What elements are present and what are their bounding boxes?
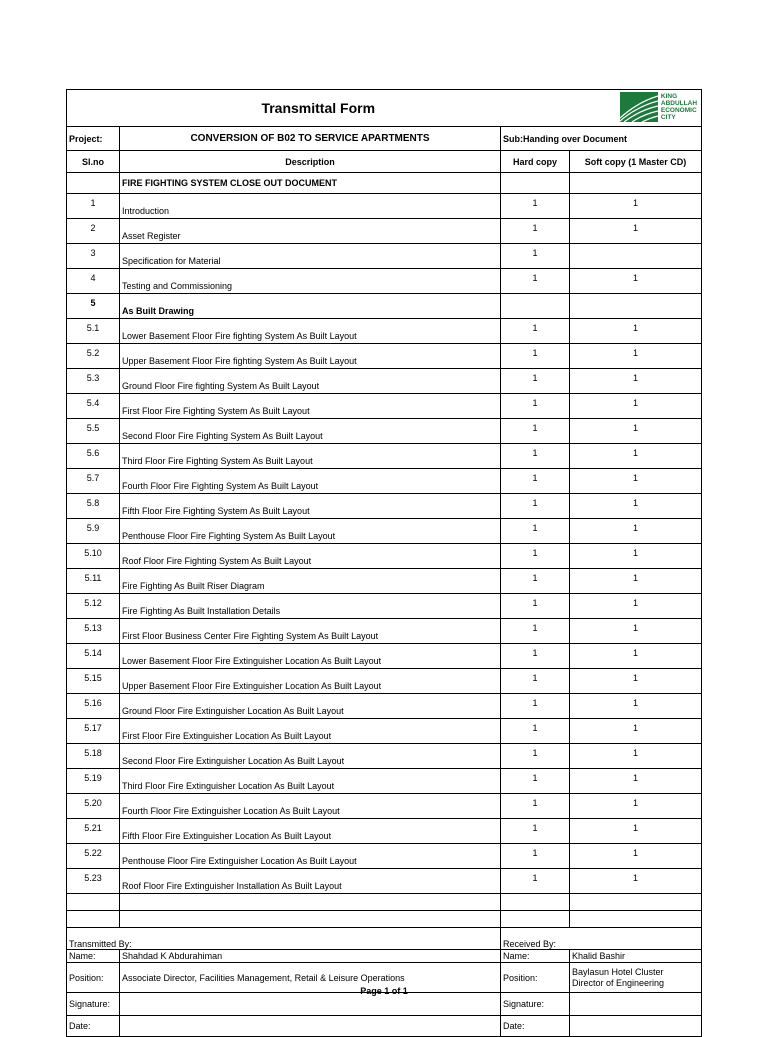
received-name-label: Name:	[501, 950, 570, 963]
project-label: Project:	[67, 127, 120, 151]
received-signature-label: Signature:	[501, 993, 570, 1016]
row-description: Fourth Floor Fire Fighting System As Built Layout	[120, 469, 501, 494]
row-slno: 5.1	[67, 319, 120, 344]
table-row	[67, 544, 702, 569]
subject: Sub:Handing over Document	[501, 127, 702, 151]
table-row	[67, 694, 702, 719]
row-soft-copy: 1	[570, 619, 702, 644]
row-description: Lower Basement Floor Fire fighting System As Built Layout	[120, 319, 501, 344]
transmitted-date-label: Date:	[67, 1016, 120, 1037]
row-hard-copy: 1	[501, 669, 570, 694]
received-position-line2: Director of Engineering	[572, 977, 665, 988]
table-row	[67, 644, 702, 669]
row-soft-copy: 1	[570, 519, 702, 544]
kaec-logo-icon	[620, 92, 658, 122]
row-hard-copy: 1	[501, 194, 570, 219]
row-description: As Built Drawing	[120, 294, 501, 319]
row-slno: 5.7	[67, 469, 120, 494]
row-soft-copy: 1	[570, 219, 702, 244]
transmittal-form	[66, 89, 701, 1037]
row-hard-copy: 1	[501, 794, 570, 819]
project-name: CONVERSION OF B02 TO SERVICE APARTMENTS	[120, 127, 501, 151]
signature-table	[66, 894, 702, 1037]
row-soft-copy: 1	[570, 369, 702, 394]
row-description: Roof Floor Fire Fighting System As Built Layout	[120, 544, 501, 569]
row-slno: 5.14	[67, 644, 120, 669]
row-soft-copy: 1	[570, 319, 702, 344]
table-row	[67, 569, 702, 594]
table-row	[67, 394, 702, 419]
row-description: First Floor Business Center Fire Fighting System As Built Layout	[120, 619, 501, 644]
row-hard-copy: 1	[501, 519, 570, 544]
received-name: Khalid Bashir	[570, 950, 702, 963]
row-soft-copy: 1	[570, 194, 702, 219]
row-slno: 5.18	[67, 744, 120, 769]
row-soft-copy: 1	[570, 469, 702, 494]
row-description: Second Floor Fire Extinguisher Location As Built Layout	[120, 744, 501, 769]
row-soft-copy: 1	[570, 844, 702, 869]
row-hard-copy: 1	[501, 744, 570, 769]
table-row	[67, 294, 702, 319]
row-description: First Floor Fire Extinguisher Location As Built Layout	[120, 719, 501, 744]
logo-text	[661, 93, 697, 121]
row-description: Ground Floor Fire fighting System As Built Layout	[120, 369, 501, 394]
col-header-hard-copy: Hard copy	[501, 151, 570, 173]
row-description: Introduction	[120, 194, 501, 219]
logo	[570, 90, 702, 127]
table-row	[67, 319, 702, 344]
row-hard-copy: 1	[501, 419, 570, 444]
row-soft-copy: 1	[570, 644, 702, 669]
transmitted-date-field[interactable]	[120, 1016, 501, 1037]
row-slno: 2	[67, 219, 120, 244]
row-soft-copy: 1	[570, 394, 702, 419]
row-description: Third Floor Fire Fighting System As Built Layout	[120, 444, 501, 469]
table-row	[67, 619, 702, 644]
row-hard-copy: 1	[501, 494, 570, 519]
row-soft-copy: 1	[570, 869, 702, 894]
row-soft-copy: 1	[570, 569, 702, 594]
row-slno: 5.4	[67, 394, 120, 419]
row-hard-copy: 1	[501, 319, 570, 344]
logo-line-2: ABDULLAH	[660, 100, 698, 107]
section-hard-empty	[501, 173, 570, 194]
row-soft-copy	[570, 244, 702, 269]
row-slno: 5.22	[67, 844, 120, 869]
row-description: Fire Fighting As Built Riser Diagram	[120, 569, 501, 594]
row-description: Second Floor Fire Fighting System As Built Layout	[120, 419, 501, 444]
received-position-label: Position:	[501, 963, 570, 993]
row-soft-copy: 1	[570, 694, 702, 719]
blank-cell	[570, 894, 702, 911]
row-hard-copy: 1	[501, 569, 570, 594]
row-soft-copy: 1	[570, 269, 702, 294]
row-slno: 1	[67, 194, 120, 219]
row-slno: 5.20	[67, 794, 120, 819]
table-row	[67, 219, 702, 244]
table-row	[67, 869, 702, 894]
row-hard-copy: 1	[501, 394, 570, 419]
page-number: Page 1 of 1	[360, 986, 408, 996]
row-hard-copy: 1	[501, 219, 570, 244]
table-row	[67, 419, 702, 444]
row-description: Ground Floor Fire Extinguisher Location As Built Layout	[120, 694, 501, 719]
table-row	[67, 719, 702, 744]
received-by-heading: Received By:	[501, 928, 702, 950]
row-hard-copy: 1	[501, 544, 570, 569]
row-soft-copy: 1	[570, 544, 702, 569]
col-header-soft-copy: Soft copy (1 Master CD)	[570, 151, 702, 173]
row-slno: 5.3	[67, 369, 120, 394]
row-soft-copy: 1	[570, 819, 702, 844]
row-slno: 5	[67, 294, 120, 319]
section-title: FIRE FIGHTING SYSTEM CLOSE OUT DOCUMENT	[120, 173, 501, 194]
table-row	[67, 269, 702, 294]
row-slno: 5.2	[67, 344, 120, 369]
section-sl-empty	[67, 173, 120, 194]
row-slno: 5.10	[67, 544, 120, 569]
blank-cell	[501, 894, 570, 911]
table-row	[67, 194, 702, 219]
received-position-line1: Baylasun Hotel Cluster	[572, 966, 664, 977]
transmitted-signature-label: Signature:	[67, 993, 120, 1016]
row-description: Upper Basement Floor Fire fighting System As Built Layout	[120, 344, 501, 369]
blank-cell	[120, 894, 501, 911]
form-table	[66, 89, 702, 894]
row-hard-copy: 1	[501, 644, 570, 669]
row-slno: 5.15	[67, 669, 120, 694]
row-hard-copy: 1	[501, 344, 570, 369]
table-row	[67, 744, 702, 769]
table-row	[67, 469, 702, 494]
table-row	[67, 369, 702, 394]
blank-cell	[67, 911, 120, 928]
table-row	[67, 769, 702, 794]
logo-line-4: CITY	[660, 114, 676, 121]
transmitted-position-label: Position:	[67, 963, 120, 993]
table-row	[67, 344, 702, 369]
row-soft-copy: 1	[570, 669, 702, 694]
row-slno: 3	[67, 244, 120, 269]
col-header-slno: Sl.no	[67, 151, 120, 173]
received-date-label: Date:	[501, 1016, 570, 1037]
row-soft-copy: 1	[570, 769, 702, 794]
row-description: Fourth Floor Fire Extinguisher Location As Built Layout	[120, 794, 501, 819]
row-slno: 5.17	[67, 719, 120, 744]
row-description: Penthouse Floor Fire Extinguisher Location As Built Layout	[120, 844, 501, 869]
row-hard-copy: 1	[501, 369, 570, 394]
row-description: Third Floor Fire Extinguisher Location As Built Layout	[120, 769, 501, 794]
logo-line-1: KING	[660, 93, 678, 100]
table-row	[67, 594, 702, 619]
blank-cell	[120, 911, 501, 928]
row-hard-copy: 1	[501, 469, 570, 494]
row-slno: 5.8	[67, 494, 120, 519]
table-row	[67, 494, 702, 519]
row-hard-copy: 1	[501, 244, 570, 269]
table-row	[67, 844, 702, 869]
blank-cell	[570, 911, 702, 928]
form-title: Transmittal Form	[67, 90, 570, 127]
blank-cell	[501, 911, 570, 928]
row-slno: 5.21	[67, 819, 120, 844]
row-soft-copy: 1	[570, 719, 702, 744]
table-row	[67, 794, 702, 819]
section-soft-empty	[570, 173, 702, 194]
row-description: Asset Register	[120, 219, 501, 244]
row-slno: 5.16	[67, 694, 120, 719]
row-hard-copy: 1	[501, 269, 570, 294]
row-soft-copy	[570, 294, 702, 319]
row-description: Penthouse Floor Fire Fighting System As Built Layout	[120, 519, 501, 544]
row-soft-copy: 1	[570, 344, 702, 369]
transmitted-name: Shahdad K Abdurahiman	[120, 950, 501, 963]
row-description: Specification for Material	[120, 244, 501, 269]
row-soft-copy: 1	[570, 444, 702, 469]
row-slno: 5.5	[67, 419, 120, 444]
row-hard-copy	[501, 294, 570, 319]
row-hard-copy: 1	[501, 769, 570, 794]
row-description: Testing and Commissioning	[120, 269, 501, 294]
row-hard-copy: 1	[501, 844, 570, 869]
row-hard-copy: 1	[501, 619, 570, 644]
row-hard-copy: 1	[501, 869, 570, 894]
blank-cell	[67, 894, 120, 911]
table-row	[67, 669, 702, 694]
col-header-description: Description	[120, 151, 501, 173]
row-slno: 5.11	[67, 569, 120, 594]
table-row	[67, 819, 702, 844]
table-row	[67, 444, 702, 469]
transmitted-name-label: Name:	[67, 950, 120, 963]
transmitted-by-heading: Transmitted By:	[67, 928, 501, 950]
logo-line-3: ECONOMIC	[660, 107, 697, 114]
row-description: Upper Basement Floor Fire Extinguisher Location As Built Layout	[120, 669, 501, 694]
row-hard-copy: 1	[501, 719, 570, 744]
row-soft-copy: 1	[570, 594, 702, 619]
row-slno: 5.23	[67, 869, 120, 894]
row-slno: 5.12	[67, 594, 120, 619]
row-soft-copy: 1	[570, 494, 702, 519]
row-description: Fifth Floor Fire Fighting System As Built Layout	[120, 494, 501, 519]
row-slno: 5.13	[67, 619, 120, 644]
row-description: First Floor Fire Fighting System As Built Layout	[120, 394, 501, 419]
row-slno: 5.9	[67, 519, 120, 544]
row-hard-copy: 1	[501, 444, 570, 469]
transmitted-position: Associate Director, Facilities Management, Retail & Leisure Operations	[120, 963, 501, 993]
table-row	[67, 244, 702, 269]
row-soft-copy: 1	[570, 744, 702, 769]
row-soft-copy: 1	[570, 419, 702, 444]
row-description: Fifth Floor Fire Extinguisher Location As Built Layout	[120, 819, 501, 844]
row-soft-copy: 1	[570, 794, 702, 819]
row-slno: 5.19	[67, 769, 120, 794]
row-description: Roof Floor Fire Extinguisher Installation As Built Layout	[120, 869, 501, 894]
row-description: Fire Fighting As Built Installation Details	[120, 594, 501, 619]
row-hard-copy: 1	[501, 594, 570, 619]
row-slno: 4	[67, 269, 120, 294]
table-row	[67, 519, 702, 544]
row-hard-copy: 1	[501, 819, 570, 844]
row-hard-copy: 1	[501, 694, 570, 719]
row-description: Lower Basement Floor Fire Extinguisher Location As Built Layout	[120, 644, 501, 669]
received-date-field[interactable]	[570, 1016, 702, 1037]
row-slno: 5.6	[67, 444, 120, 469]
